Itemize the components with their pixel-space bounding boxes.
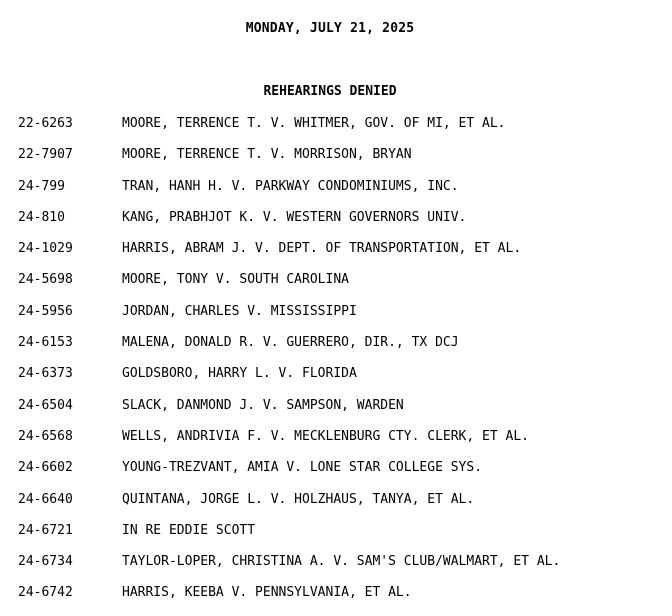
docket-number: 24-799 xyxy=(18,178,65,194)
entry-row xyxy=(0,271,672,302)
docket-number: 22-7907 xyxy=(18,147,73,163)
case-caption: TAYLOR-LOPER, CHRISTINA A. V. SAM'S CLUB/WALMART, ET AL. xyxy=(122,554,561,570)
docket-number: 24-6602 xyxy=(18,460,73,476)
page-date: MONDAY, JULY 21, 2025 xyxy=(245,21,415,36)
docket-number: 24-1029 xyxy=(18,241,73,257)
docket-number: 24-6640 xyxy=(18,491,73,507)
case-caption: SLACK, DANMOND J. V. SAMPSON, WARDEN xyxy=(122,397,404,413)
entry-row xyxy=(0,303,672,334)
case-caption: MALENA, DONALD R. V. GUERRERO, DIR., TX DCJ xyxy=(122,335,459,351)
docket-number: 24-5698 xyxy=(18,272,73,288)
case-caption: GOLDSBORO, HARRY L. V. FLORIDA xyxy=(122,366,357,382)
case-caption: JORDAN, CHARLES V. MISSISSIPPI xyxy=(122,303,357,319)
case-caption: HARRIS, ABRAM J. V. DEPT. OF TRANSPORTATION, ET AL. xyxy=(122,241,522,257)
case-caption: MOORE, TERRENCE T. V. WHITMER, GOV. OF MI, ET AL. xyxy=(122,116,506,131)
section-heading: REHEARINGS DENIED xyxy=(263,84,397,99)
entry-row xyxy=(0,178,672,209)
entry-row xyxy=(0,553,672,584)
case-caption: MOORE, TONY V. SOUTH CAROLINA xyxy=(122,272,349,288)
docket-number: 24-6504 xyxy=(18,397,73,413)
entry-row xyxy=(0,334,672,365)
entry-row xyxy=(0,240,672,271)
case-caption: TRAN, HANH H. V. PARKWAY CONDOMINIUMS, INC. xyxy=(122,178,459,194)
entry-row xyxy=(0,459,672,490)
entry-list xyxy=(0,115,672,616)
entry-row xyxy=(0,522,672,553)
entry-row xyxy=(0,584,672,615)
docket-number: 24-6153 xyxy=(18,335,73,351)
entry-row xyxy=(0,209,672,240)
case-caption: MOORE, TERRENCE T. V. MORRISON, BRYAN xyxy=(122,147,412,163)
entry-row xyxy=(0,491,672,522)
entry-row xyxy=(0,365,672,396)
case-caption: QUINTANA, JORGE L. V. HOLZHAUS, TANYA, ET AL. xyxy=(122,491,475,507)
docket-number: 24-6734 xyxy=(18,554,73,570)
docket-number: 24-6568 xyxy=(18,428,73,444)
entry-row xyxy=(0,115,672,146)
case-caption: IN RE EDDIE SCOTT xyxy=(122,522,256,538)
docket-number: 24-5956 xyxy=(18,303,73,319)
docket-number: 24-6373 xyxy=(18,366,73,382)
case-caption: YOUNG-TREZVANT, AMIA V. LONE STAR COLLEGE SYS. xyxy=(122,460,483,476)
docket-number: 24-6721 xyxy=(18,522,73,538)
case-caption: WELLS, ANDRIVIA F. V. MECKLENBURG CTY. CLERK, ET AL. xyxy=(122,428,529,444)
docket-number: 24-810 xyxy=(18,209,65,225)
case-caption: HARRIS, KEEBA V. PENNSYLVANIA, ET AL. xyxy=(122,585,412,601)
docket-number: 24-6742 xyxy=(18,585,73,601)
case-caption: KANG, PRABHJOT K. V. WESTERN GOVERNORS UNIV. xyxy=(122,209,467,225)
docket-number: 22-6263 xyxy=(18,116,73,131)
entry-row xyxy=(0,397,672,428)
entry-row xyxy=(0,428,672,459)
entry-row xyxy=(0,146,672,177)
